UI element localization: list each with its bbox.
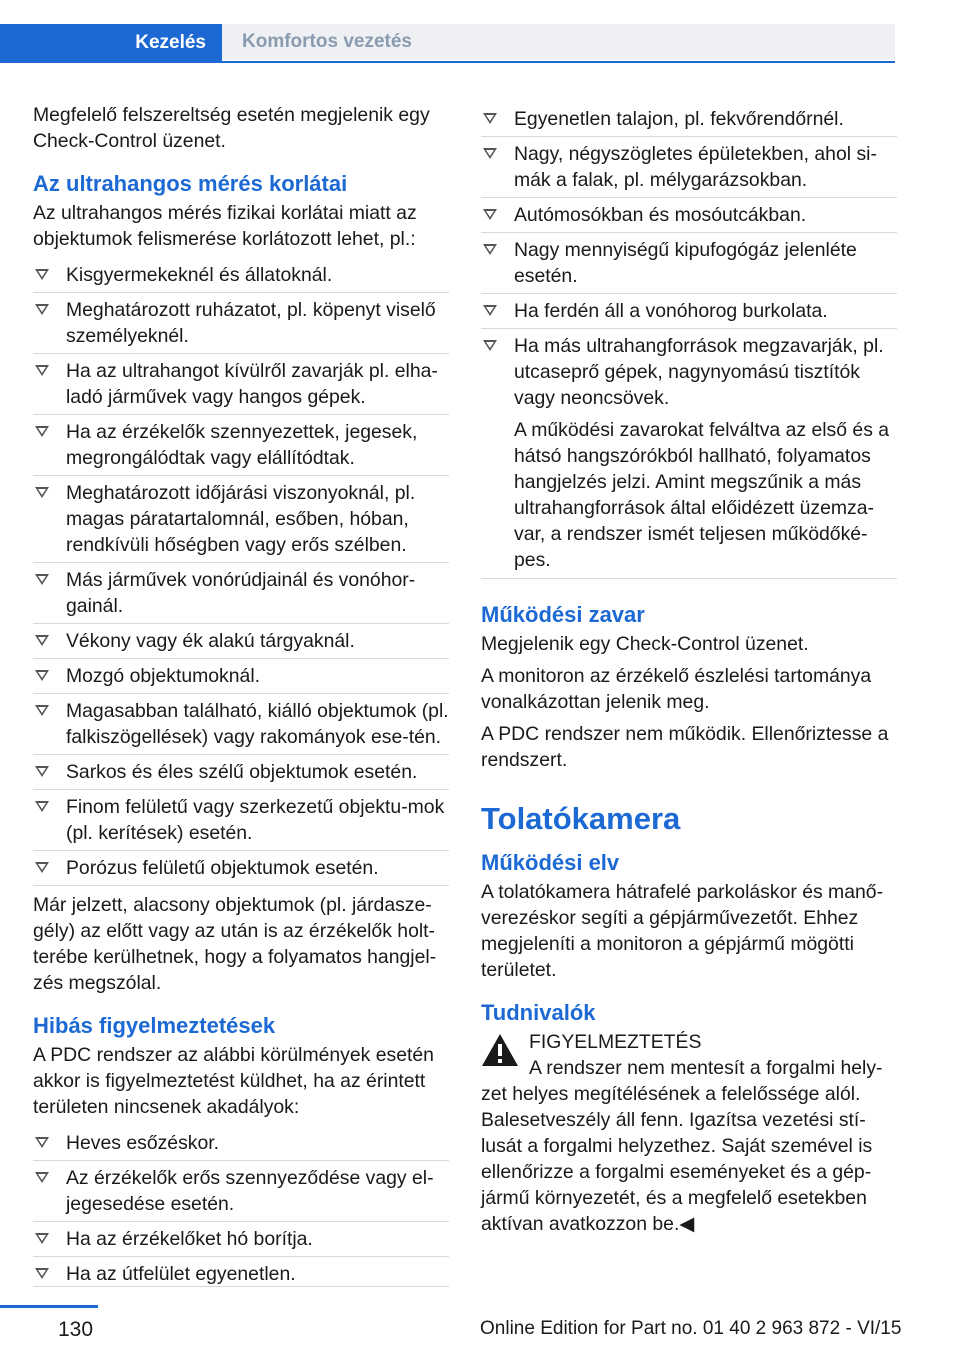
list-item: Mozgó objektumoknál. — [33, 659, 449, 694]
section-text-false-warnings: A PDC rendszer az alábbi körülmények esetén akkor is figyelmeztetést küldhet, ha az érintett területen nincsenek akadályok: — [33, 1044, 434, 1118]
list-item: Ha az érzékelőket hó borítja. — [33, 1222, 449, 1257]
warning-block — [481, 1029, 897, 1237]
triangle-bullet-icon — [35, 635, 49, 646]
triangle-bullet-icon — [35, 766, 49, 777]
triangle-bullet-icon — [35, 426, 49, 437]
list-item: Meghatározott ruházatot, pl. köpenyt viselő személyeknél. — [33, 293, 449, 354]
list-item: Ha az ultrahangot kívülről zavarják pl. elha-ladó járművek vagy hangos gépek. — [33, 354, 449, 415]
triangle-bullet-icon — [483, 340, 497, 351]
chapter-title-rear-camera: Tolatókamera — [481, 801, 681, 836]
triangle-bullet-icon — [35, 487, 49, 498]
triangle-bullet-icon — [35, 670, 49, 681]
false-warnings-list-continued — [481, 102, 897, 579]
list-item: Vékony vagy ék alakú tárgyaknál. — [33, 624, 449, 659]
list-item: Meghatározott időjárási viszonyoknál, pl. magas páratartalomnál, esőben, hóban, rendkívüli hőségben vagy erős szélben. — [33, 476, 449, 563]
intro-paragraph: Megfelelő felszereltség esetén megjelenik egy Check-Control üzenet. — [33, 104, 430, 152]
triangle-bullet-icon — [35, 365, 49, 376]
triangle-bullet-icon — [483, 305, 497, 316]
operating-principle-paragraph: A tolatókamera hátrafelé parkoláskor és manő-verezéskor segíti a gépjárművezetőt. Ehhez megjeleníti a monitoron a gépjármű mögötti területet. — [481, 881, 884, 981]
triangle-bullet-icon — [35, 862, 49, 873]
triangle-bullet-icon — [35, 1137, 49, 1148]
triangle-bullet-icon — [35, 269, 49, 280]
triangle-bullet-icon — [35, 304, 49, 315]
section-title-malfunction: Működési zavar — [481, 602, 645, 627]
list-item: Ha az útfelület egyenetlen. — [33, 1257, 449, 1287]
page-number: 130 — [58, 1318, 94, 1341]
section-title-operating-principle: Működési elv — [481, 850, 620, 875]
right-column — [481, 102, 897, 1237]
false-warnings-list — [33, 1126, 449, 1287]
triangle-bullet-icon — [35, 1268, 49, 1279]
warning-title: FIGYELMEZTETÉS — [529, 1031, 702, 1053]
triangle-bullet-icon — [35, 1233, 49, 1244]
triangle-bullet-icon — [35, 801, 49, 812]
triangle-bullet-icon — [35, 705, 49, 716]
list-item: Az érzékelők erős szennyeződése vagy el-jegesedése esetén. — [33, 1161, 449, 1222]
list-item: Nagy mennyiségű kipufogógáz jelenléte esetén. — [481, 233, 897, 294]
section-title-ultrasound-limits: Az ultrahangos mérés korlátai — [33, 171, 348, 196]
list-item: Ha ferdén áll a vonóhorog burkolata. — [481, 294, 897, 329]
list-item-extra: A működési zavarokat felváltva az első és a hátsó hangszórókból hallható, folyamatos hangjelzés jelzi. Amint megszűnik a más ultrahangforrások által előidézett üzemza-var, a rendszer ismét teljesen működőké-pes. — [514, 419, 890, 571]
list-item: Más járművek vonórúdjainál és vonóhor-gainál. — [33, 563, 449, 624]
triangle-bullet-icon — [483, 209, 497, 220]
section-after-paragraph: Már jelzett, alacsony objektumok (pl. járdasze-gély) az előtt vagy az után is az érzékelők holt-terébe kerülhetnek, hogy a folyamatos hangjel-zés megszólal. — [33, 894, 437, 994]
warning-first-line: A rendszer nem mentesít a forgalmi hely- — [529, 1057, 883, 1079]
header-tab-kezeles: Kezelés — [0, 24, 222, 62]
footer-rule — [0, 1305, 98, 1308]
list-item: Heves esőzéskor. — [33, 1126, 449, 1161]
triangle-bullet-icon — [483, 148, 497, 159]
list-item: Porózus felületű objektumok esetén. — [33, 851, 449, 886]
warning-body: zet helyes megítélésének a felelőssége alól. Balesetveszély áll fenn. Igazítsa vezetési stí-lusát a forgalmi helyzethez. Saját szemével is ellenőrizze a forgalmi eseményeket és a gép-jármű környezetét, és a megfelelő esetekben aktívan avatkozzon be.◀ — [481, 1083, 873, 1235]
section-title-false-warnings: Hibás figyelmeztetések — [33, 1013, 276, 1038]
list-item: Kisgyermekeknél és állatoknál. — [33, 258, 449, 293]
section-title-notes: Tudnivalók — [481, 1000, 596, 1025]
page-header — [0, 24, 895, 62]
malfunction-paragraph-2: A monitoron az érzékelő észlelési tartománya vonalkázottan jelenik meg. — [481, 665, 872, 713]
header-rule — [0, 61, 895, 63]
edition-footer: Online Edition for Part no. 01 40 2 963 872 - VI/15 — [480, 1318, 902, 1339]
list-item: Ha más ultrahangforrások megzavarják, pl. utcaseprő gépek, nagynyomású tisztítók vagy neoncsövek. A működési zavarokat felváltva az első és a hátsó hangszórókból hallható, folyamatos hangjelzés jelzi. Amint megszűnik a más ultrahangforrások által előidézett üzemza-var, a rendszer ismét teljesen működőké-pes. — [481, 329, 897, 579]
malfunction-paragraph-3: A PDC rendszer nem működik. Ellenőriztesse a rendszert. — [481, 723, 889, 771]
left-column — [33, 102, 449, 1287]
list-item: Nagy, négyszögletes épületekben, ahol si-mák a falak, pl. mélygarázsokban. — [481, 137, 897, 198]
triangle-bullet-icon — [35, 574, 49, 585]
triangle-bullet-icon — [35, 1172, 49, 1183]
triangle-bullet-icon — [483, 244, 497, 255]
list-item: Magasabban található, kiálló objektumok (pl. falkiszögellések) vagy rakományok ese-tén. — [33, 694, 449, 755]
list-item: Autómosókban és mosóutcákban. — [481, 198, 897, 233]
list-item: Ha az érzékelők szennyezettek, jegesek, megrongálódtak vagy elállítódtak. — [33, 415, 449, 476]
malfunction-paragraph-1: Megjelenik egy Check-Control üzenet. — [481, 633, 809, 655]
warning-triangle-icon — [481, 1033, 519, 1067]
ultrasound-limits-list — [33, 258, 449, 886]
list-item: Sarkos és éles szélű objektumok esetén. — [33, 755, 449, 790]
section-text-ultrasound-limits: Az ultrahangos mérés fizikai korlátai miatt az objektumok felismerése korlátozott lehet, pl.: — [33, 202, 417, 250]
list-item: Finom felületű vagy szerkezetű objektu-mok (pl. kerítések) esetén. — [33, 790, 449, 851]
list-item: Egyenetlen talajon, pl. fekvőrendőrnél. — [481, 102, 897, 137]
triangle-bullet-icon — [483, 113, 497, 124]
header-tab-komfortos-vezetes: Komfortos vezetés — [222, 24, 895, 60]
